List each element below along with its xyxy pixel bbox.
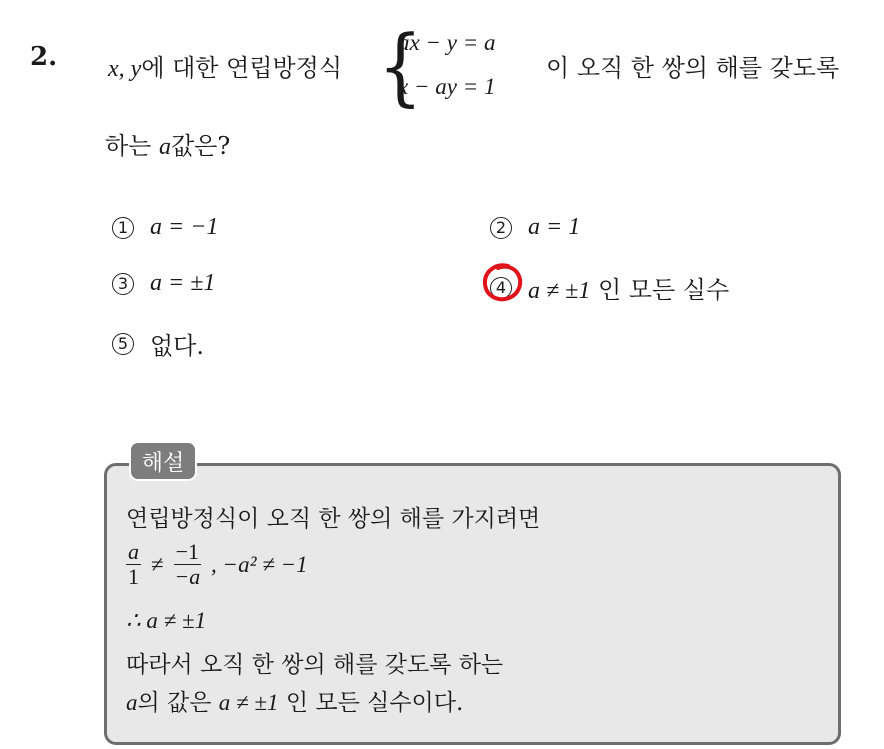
choice-4-marker: 4 <box>490 277 512 299</box>
explanation-line-5-end: 인 모든 실수이다. <box>278 690 464 716</box>
explanation-line-5 <box>126 684 463 717</box>
system-brace: { <box>378 16 423 116</box>
fraction-a-over-1 <box>126 540 141 589</box>
not-equal-sign: ≠ <box>151 551 164 577</box>
explanation-line-1: 연립방정식이 오직 한 쌍의 해를 가지려면 <box>126 506 541 532</box>
choice-4-text <box>528 270 729 305</box>
choice-5-marker: 5 <box>112 333 134 355</box>
choice-2[interactable] <box>490 214 580 241</box>
system-equation-2: x − ay = 1 <box>398 74 496 99</box>
explanation-line-2 <box>126 540 308 589</box>
choice-1[interactable] <box>112 214 218 241</box>
explanation-line-5-mid: 의 값은 <box>137 690 219 716</box>
question-number: 2. <box>30 42 58 72</box>
fraction-2-denominator: −a <box>174 564 201 589</box>
choice-4-math: a ≠ ±1 <box>528 278 591 304</box>
choice-3-marker: 3 <box>112 273 134 295</box>
choice-4-korean: 인 모든 실수 <box>590 276 730 304</box>
question-variables: x, y <box>108 56 142 82</box>
fraction-1-numerator: a <box>128 539 139 564</box>
question-line-2 <box>105 126 230 161</box>
choice-1-text: a = −1 <box>150 214 219 240</box>
system-equation-1: ax − y = a <box>398 30 496 55</box>
question-lead <box>108 48 342 83</box>
fraction-2-numerator: −1 <box>175 539 200 564</box>
fraction-1-denominator: 1 <box>128 564 139 589</box>
choice-3-text: a = ±1 <box>150 270 216 296</box>
explanation-line-5-var: a <box>126 690 138 715</box>
explanation-line-2-rest: , −a² ≠ −1 <box>211 551 308 577</box>
choice-2-marker: 2 <box>490 217 512 239</box>
question-line-2-var: a <box>159 134 171 160</box>
answer-circle-icon <box>478 261 526 305</box>
choice-5[interactable] <box>112 326 204 361</box>
question-line-2-prefix: 하는 <box>105 132 159 160</box>
question-lead-text: 에 대한 연립방정식 <box>141 54 343 82</box>
question-tail-text: 이 오직 한 쌍의 해를 갖도록 <box>546 54 840 82</box>
choice-3[interactable] <box>112 270 215 297</box>
choice-2-text: a = 1 <box>528 214 581 240</box>
explanation-line-3: ∴ a ≠ ±1 <box>126 608 207 633</box>
explanation-line-5-math: a ≠ ±1 <box>218 690 279 715</box>
choice-5-text: 없다. <box>150 332 204 360</box>
fraction-minus1-over-minus-a <box>174 540 201 589</box>
explanation-line-4: 따라서 오직 한 쌍의 해를 갖도록 하는 <box>126 652 504 678</box>
question-line-2-suffix: 값은? <box>171 132 231 160</box>
choice-1-marker: 1 <box>112 217 134 239</box>
explanation-tab: 해설 <box>129 441 197 481</box>
